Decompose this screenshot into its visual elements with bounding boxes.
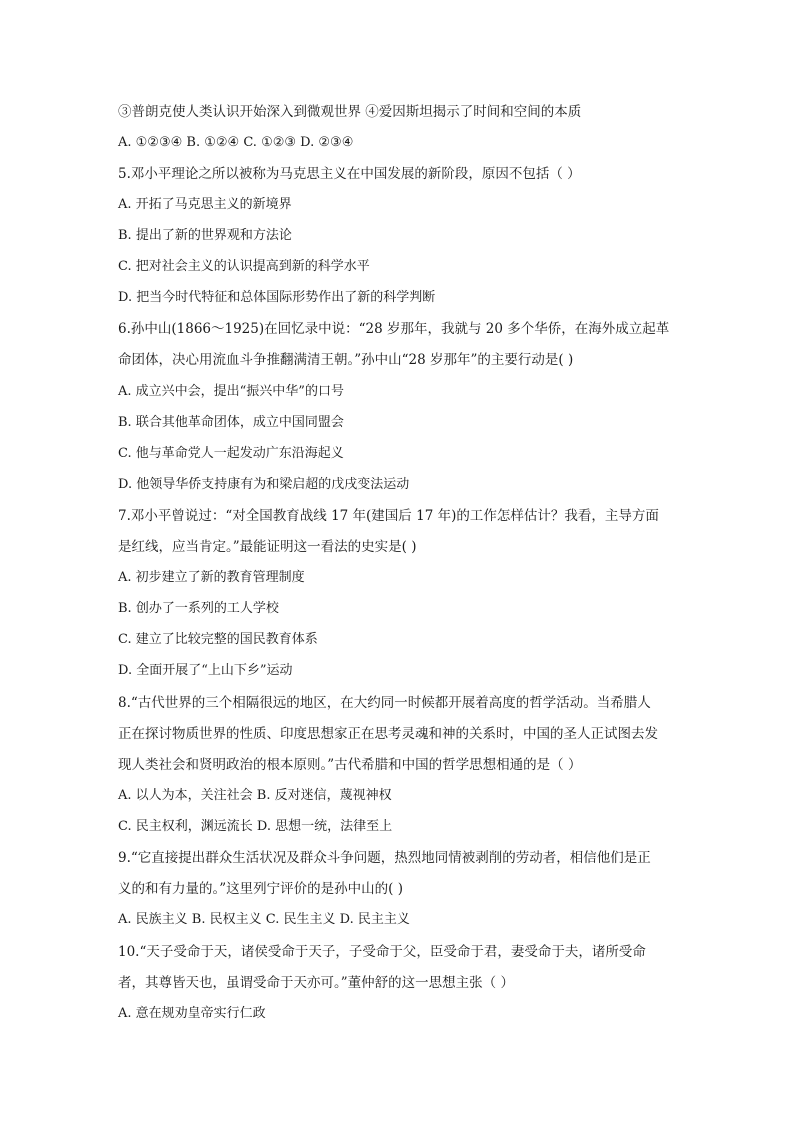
options-9: A. 民族主义 B. 民权主义 C. 民生主义 D. 民主主义: [118, 912, 410, 927]
question-7-line-1: 7.邓小平曾说过：“对全国教育战线 17 年(建国后 17 年)的工作怎样估计？我看，主导方面: [118, 508, 659, 524]
option-5b: B. 提出了新的世界观和方法论: [118, 228, 292, 243]
option-7a: A. 初步建立了新的教育管理制度: [118, 570, 305, 585]
question-9-line-1: 9.“它直接提出群众生活状况及群众斗争问题，热烈地同情被剥削的劳动者，相信他们是正: [118, 850, 651, 866]
option-7b: B. 创办了一系列的工人学校: [118, 601, 279, 616]
question-9-line-2: 义的和有力量的。”这里列宁评价的是孙中山的( ): [118, 881, 403, 897]
option-5d: D. 把当今时代特征和总体国际形势作出了新的科学判断: [118, 290, 436, 305]
question-8-line-3: 现人类社会和贤明政治的根本原则。”古代希腊和中国的哲学思想相通的是（ ）: [118, 757, 582, 773]
option-7d: D. 全面开展了“上山下乡”运动: [118, 663, 293, 678]
option-5c: C. 把对社会主义的认识提高到新的科学水平: [118, 259, 370, 274]
option-6d: D. 他领导华侨支持康有为和梁启超的戊戌变法运动: [118, 477, 410, 492]
question-10-line-1: 10.“天子受命于天，诸侯受命于天子，子受命于父，臣受命于君，妻受命于夫，诸所受命: [118, 944, 646, 960]
option-6c: C. 他与革命党人一起发动广东沿海起义: [118, 446, 344, 461]
option-6b: B. 联合其他革命团体，成立中国同盟会: [118, 415, 344, 430]
question-6-line-1: 6.孙中山(1866～1925)在回忆录中说：“28 岁那年，我就与 20 多个华侨，在海外成立起革: [118, 321, 670, 337]
question-10-line-2: 者，其尊皆天也，虽谓受命于天亦可。”董仲舒的这一思想主张（ ）: [118, 975, 514, 991]
text-line-1: ③普朗克使人类认识开始深入到微观世界 ④爱因斯坦揭示了时间和空间的本质: [118, 104, 582, 120]
option-7c: C. 建立了比较完整的国民教育体系: [118, 632, 318, 647]
question-5: 5.邓小平理论之所以被称为马克思主义在中国发展的新阶段，原因不包括（ ）: [118, 166, 581, 182]
options-8cd: C. 民主权利，渊远流长 D. 思想一统，法律至上: [118, 819, 393, 834]
question-6-line-2: 命团体，决心用流血斗争推翻满清王朝。”孙中山“28 岁那年”的主要行动是( ): [118, 352, 574, 368]
options-8ab: A. 以人为本，关注社会 B. 反对迷信，蔑视神权: [118, 788, 392, 803]
option-10a: A. 意在规劝皇帝实行仁政: [118, 1006, 266, 1021]
option-6a: A. 成立兴中会，提出“振兴中华”的口号: [118, 384, 344, 399]
answer-options-q4: A. ①②③④ B. ①②④ C. ①②③ D. ②③④: [118, 135, 354, 150]
question-8-line-1: 8.“古代世界的三个相隔很远的地区，在大约同一时候都开展着高度的哲学活动。当希腊人: [118, 695, 651, 711]
question-8-line-2: 正在探讨物质世界的性质、印度思想家正在思考灵魂和神的关系时，中国的圣人正试图去发: [118, 726, 658, 742]
question-7-line-2: 是红线，应当肯定。”最能证明这一看法的史实是( ): [118, 539, 417, 555]
option-5a: A. 开拓了马克思主义的新境界: [118, 197, 292, 212]
